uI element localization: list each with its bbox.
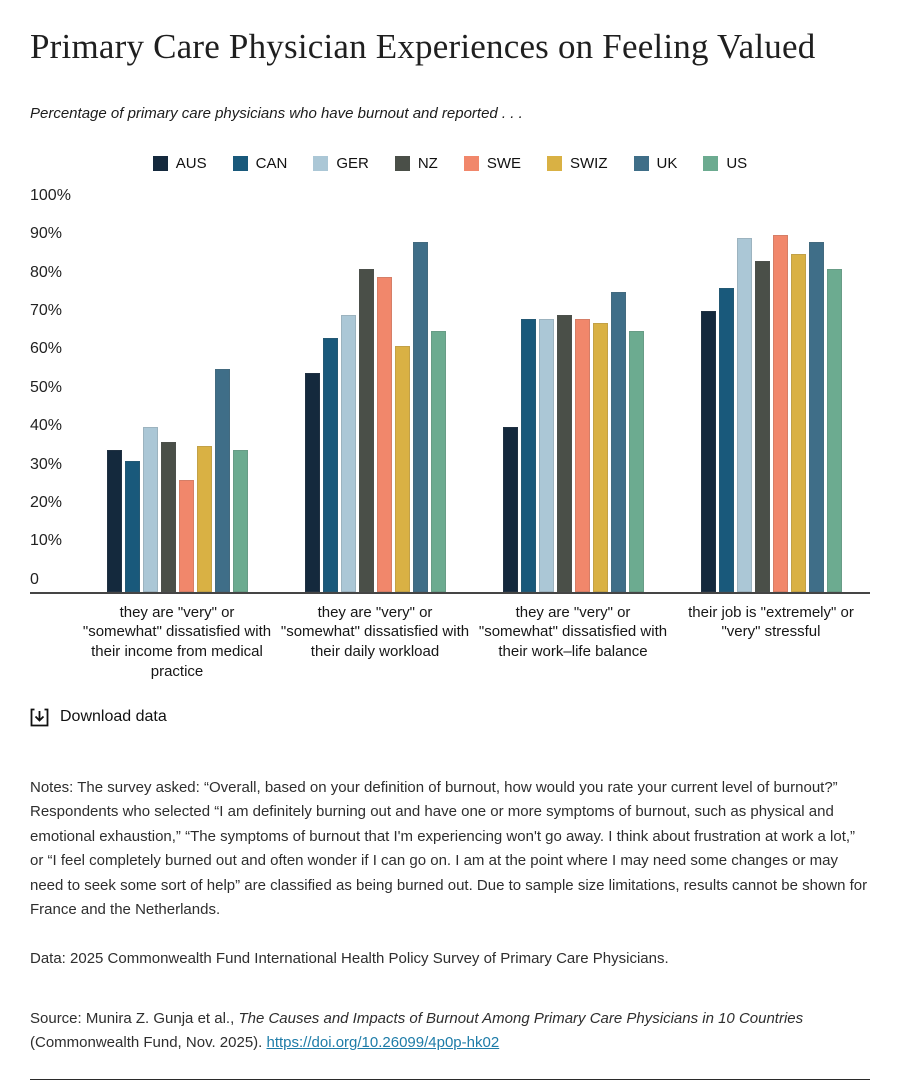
bar-swiz-cat2[interactable]	[395, 346, 410, 592]
bar-us-cat4[interactable]	[827, 269, 842, 592]
chart-legend	[30, 154, 870, 174]
legend-item-ger	[313, 155, 369, 172]
bar-aus-cat2[interactable]	[305, 373, 320, 592]
legend-item-swiz	[547, 155, 608, 172]
bar-us-cat2[interactable]	[431, 331, 446, 592]
bar-ger-cat2[interactable]	[341, 315, 356, 591]
download-data-button[interactable]	[30, 708, 167, 727]
bar-group-4	[672, 208, 870, 592]
bar-group-1	[78, 208, 276, 592]
bar-swe-cat1[interactable]	[179, 480, 194, 591]
legend-label: CAN	[255, 155, 288, 173]
bar-swiz-cat4[interactable]	[791, 254, 806, 592]
chart-subtitle: Percentage of primary care physicians who have burnout and reported . . .	[30, 104, 523, 122]
y-axis-tick-label: 50%	[30, 378, 63, 396]
x-axis-label: they are "very" or "somewhat" dissatisfied with their income from medical practice	[82, 603, 272, 681]
y-axis-tick-label: 20%	[30, 493, 63, 511]
legend-swatch	[547, 156, 562, 171]
y-axis-tick-label: 70%	[30, 301, 63, 319]
bar-ger-cat4[interactable]	[737, 238, 752, 591]
legend-item-us	[703, 155, 747, 172]
download-label: Download data	[60, 708, 167, 726]
bar-uk-cat4[interactable]	[809, 242, 824, 591]
bar-aus-cat3[interactable]	[503, 427, 518, 592]
download-icon	[30, 708, 49, 727]
source-report-title: The Causes and Impacts of Burnout Among Primary Care Physicians in 10 Countries	[238, 1009, 804, 1027]
bar-chart	[30, 186, 870, 682]
bar-nz-cat4[interactable]	[755, 261, 770, 591]
source-text	[30, 1007, 870, 1056]
legend-item-uk	[634, 155, 678, 172]
legend-swatch	[233, 156, 248, 171]
y-axis-tick-label: 10%	[30, 532, 63, 550]
legend-label: SWIZ	[570, 155, 608, 173]
legend-label: NZ	[417, 155, 438, 173]
source-prefix: Source: Munira Z. Gunja et al.,	[30, 1009, 239, 1027]
legend-label: US	[726, 155, 748, 173]
legend-item-can	[233, 155, 288, 172]
bar-swiz-cat1[interactable]	[197, 446, 212, 592]
legend-swatch	[634, 156, 649, 171]
bar-uk-cat3[interactable]	[611, 292, 626, 592]
bar-nz-cat1[interactable]	[161, 442, 176, 592]
bar-aus-cat4[interactable]	[701, 311, 716, 591]
legend-item-nz	[395, 155, 438, 172]
bar-swe-cat2[interactable]	[377, 277, 392, 592]
legend-swatch	[703, 156, 718, 171]
y-axis-tick-label: 80%	[30, 263, 63, 281]
bar-us-cat3[interactable]	[629, 331, 644, 592]
x-axis-label: they are "very" or "somewhat" dissatisfied with their daily workload	[280, 603, 470, 661]
bar-us-cat1[interactable]	[233, 450, 248, 592]
bar-nz-cat3[interactable]	[557, 315, 572, 591]
legend-swatch	[313, 156, 328, 171]
y-axis-tick-label: 0	[30, 570, 39, 588]
bar-uk-cat1[interactable]	[215, 369, 230, 592]
doi-link[interactable]: https://doi.org/10.26099/4p0p-hk02	[266, 1033, 500, 1051]
legend-item-swe	[464, 155, 521, 172]
page-title: Primary Care Physician Experiences on Feeling Valued	[30, 27, 816, 66]
bar-nz-cat2[interactable]	[359, 269, 374, 592]
legend-swatch	[464, 156, 479, 171]
legend-label: SWE	[486, 155, 521, 173]
y-axis-tick-label: 60%	[30, 340, 63, 358]
bar-groups-container	[78, 208, 870, 592]
legend-label: UK	[656, 155, 678, 173]
data-credit-text: Data: 2025 Commonwealth Fund International Health Policy Survey of Primary Care Physicians.	[30, 949, 669, 967]
plot-area	[30, 186, 870, 594]
legend-item-aus	[153, 155, 207, 172]
bar-can-cat1[interactable]	[125, 461, 140, 592]
y-axis-tick-label: 90%	[30, 225, 63, 243]
bar-can-cat3[interactable]	[521, 319, 536, 592]
legend-label: GER	[336, 155, 369, 173]
bar-group-3	[474, 208, 672, 592]
legend-swatch	[153, 156, 168, 171]
x-axis-labels	[78, 603, 870, 682]
notes-text: Notes: The survey asked: “Overall, based on your definition of burnout, how would you rate your current level of burnout?” Respondents who selected “I am definitely burning out and have one or more symptoms of burnout, such as physical and emotional exhaustion,” “The symptoms of burnout that I'm experiencing won't go away. I think about frustration at work a lot,” or “I feel completely burned out and often wonder if I can go on. I am at the point where I may need some changes or may need to seek some sort of help” are classified as being burned out. Due to sample size limitations, results cannot be shown for France and the Netherlands.	[30, 778, 868, 919]
legend-label: AUS	[175, 155, 207, 173]
x-axis-label: their job is "extremely" or "very" stressful	[688, 603, 854, 641]
x-axis-label: they are "very" or "somewhat" dissatisfied with their work–life balance	[478, 603, 668, 661]
bar-ger-cat1[interactable]	[143, 427, 158, 592]
bar-aus-cat1[interactable]	[107, 450, 122, 592]
bar-can-cat4[interactable]	[719, 288, 734, 591]
bar-swe-cat3[interactable]	[575, 319, 590, 592]
bar-swiz-cat3[interactable]	[593, 323, 608, 592]
bar-can-cat2[interactable]	[323, 338, 338, 591]
bar-ger-cat3[interactable]	[539, 319, 554, 592]
source-suffix: (Commonwealth Fund, Nov. 2025).	[30, 1033, 267, 1051]
legend-swatch	[395, 156, 410, 171]
y-axis-tick-label: 100%	[30, 186, 71, 204]
bar-group-2	[276, 208, 474, 592]
bar-swe-cat4[interactable]	[773, 235, 788, 592]
bar-uk-cat2[interactable]	[413, 242, 428, 591]
y-axis-tick-label: 30%	[30, 455, 63, 473]
y-axis-tick-label: 40%	[30, 417, 63, 435]
